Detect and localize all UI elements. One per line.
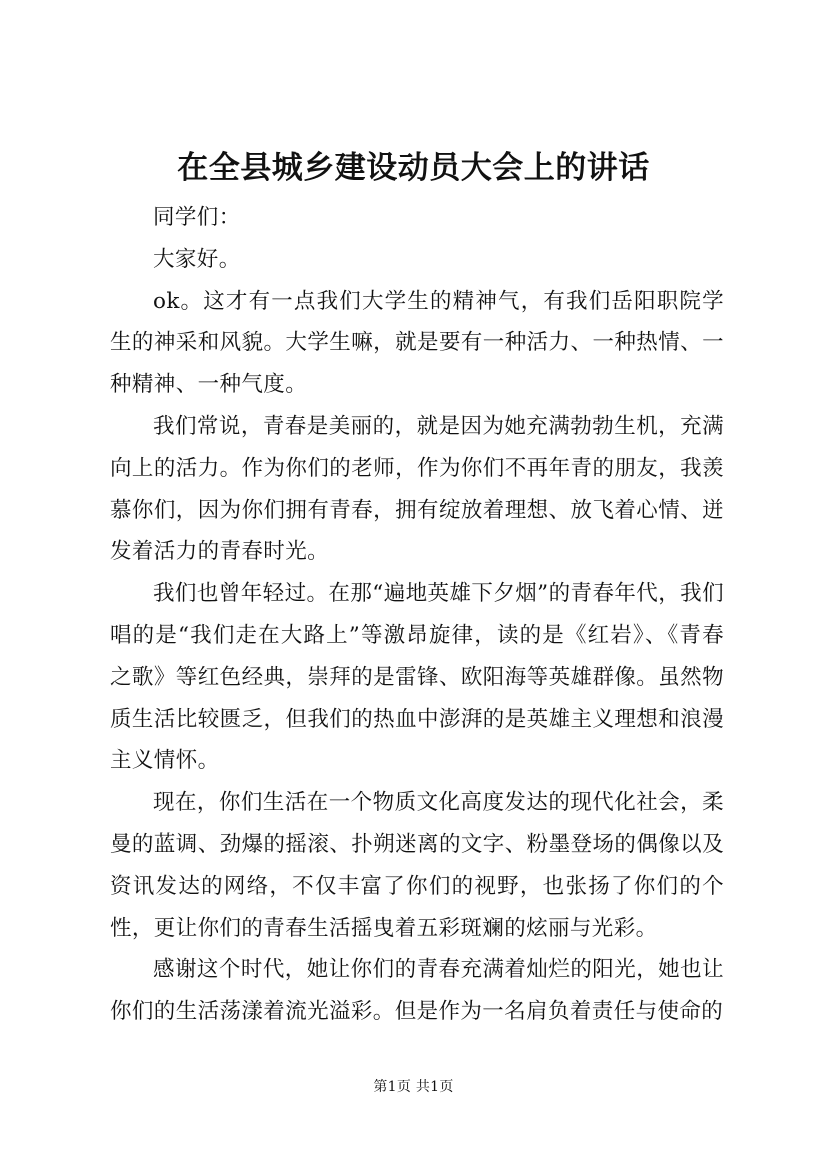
- document-body: [110, 197, 724, 1033]
- body-paragraph: 我们常说，青春是美丽的，就是因为她充满勃勃生机，充满向上的活力。作为你们的老师，作为你们不再年青的朋友，我羡慕你们，因为你们拥有青春，拥有绽放着理想、放飞着心情、迸发着活力的青春时光。: [110, 413, 724, 565]
- body-paragraph: ok。这才有一点我们大学生的精神气，有我们岳阳职院学生的神采和风貌。大学生嘛，就是要有一种活力、一种热情、一种精神、一种气度。: [110, 288, 724, 398]
- page-footer: [0, 1077, 827, 1097]
- document-title: 在全县城乡建设动员大会上的讲话: [177, 150, 650, 186]
- greeting-paragraph: 大家好。: [153, 246, 241, 272]
- body-paragraph: 现在，你们生活在一个物质文化高度发达的现代化社会，柔曼的蓝调、劲爆的摇滚、扑朔迷离的文字、粉墨登场的偶像以及资讯发达的网络，不仅丰富了你们的视野，也张扬了你们的个性，更让你们的青春生活摇曳着五彩斑斓的炫丽与光彩。: [110, 790, 724, 941]
- body-paragraph: 感谢这个时代，她让你们的青春充满着灿烂的阳光，她也让你们的生活荡漾着流光溢彩。但是作为一名肩负着责任与使命的: [110, 957, 724, 1025]
- body-paragraph: 我们也曾年轻过。在那“遍地英雄下夕烟”的青春年代，我们唱的是“我们走在大路上”等激昂旋律，读的是《红岩》、《青春之歌》等红色经典，崇拜的是雷锋、欧阳海等英雄群像。虽然物质生活比较匮乏，但我们的热血中澎湃的是英雄主义理想和浪漫主义情怀。: [110, 581, 724, 774]
- salutation-paragraph: 同学们：: [153, 205, 241, 230]
- page-number: 第1页 共1页: [373, 1079, 454, 1095]
